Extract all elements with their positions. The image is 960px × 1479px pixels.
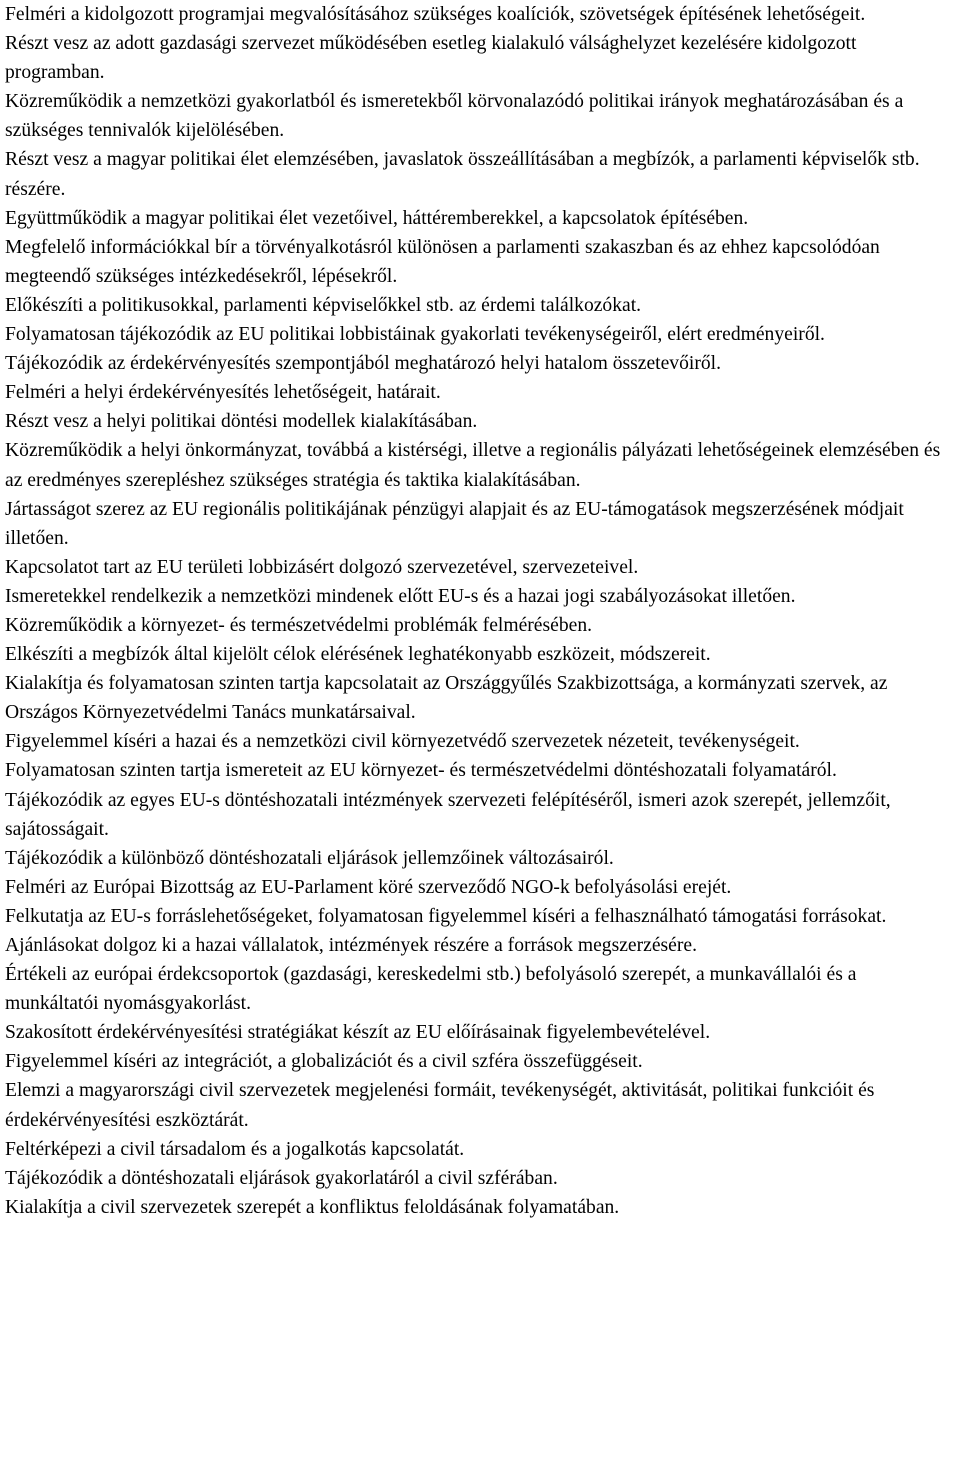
paragraph: Tájékozódik a különböző döntéshozatali eljárások jellemzőinek változásairól.	[5, 847, 614, 869]
paragraph: Előkészíti a politikusokkal, parlamenti képviselőkkel stb. az érdemi találkozókat.	[5, 294, 642, 316]
paragraph: Kapcsolatot tart az EU területi lobbizásért dolgozó szervezetével, szervezeteivel.	[5, 556, 639, 578]
paragraph: Értékeli az európai érdekcsoportok (gazdasági, kereskedelmi stb.) befolyásoló szerepét, a munkavállalói és a munkáltatói nyomásgyakorlást.	[5, 964, 857, 1015]
paragraph: Részt vesz az adott gazdasági szervezet működésében esetleg kialakuló válsághelyzet kezelésére kidolgozott programban.	[5, 33, 857, 84]
paragraph: Felméri a helyi érdekérvényesítés lehetőségeit, határait.	[5, 382, 441, 404]
paragraph: Figyelemmel kíséri a hazai és a nemzetközi civil környezetvédő szervezetek nézeteit, tevékenységeit.	[5, 731, 800, 753]
paragraph: Ismeretekkel rendelkezik a nemzetközi mindenek előtt EU-s és a hazai jogi szabályozásokat illetően.	[5, 585, 796, 607]
paragraph: Elemzi a magyarországi civil szervezetek megjelenési formáit, tevékenységét, aktivitását, politikai funkcióit és érdekérvényesítési eszköztárát.	[5, 1080, 875, 1131]
paragraph: Felkutatja az EU-s forráslehetőségeket, folyamatosan figyelemmel kíséri a felhasználható támogatási forrásokat.	[5, 905, 887, 927]
paragraph: Kialakítja a civil szervezetek szerepét a konfliktus feloldásának folyamatában.	[5, 1196, 620, 1218]
paragraph: Tájékozódik az érdekérvényesítés szempontjából meghatározó helyi hatalom összetevőiről.	[5, 353, 721, 375]
paragraph: Közreműködik a nemzetközi gyakorlatból és ismeretekből körvonalazódó politikai irányok meghatározásában és a szükséges tennivalók kijelölésében.	[5, 91, 904, 142]
paragraph: Jártasságot szerez az EU regionális politikájának pénzügyi alapjait és az EU-támogatások megszerzésének módjait illetően.	[5, 498, 904, 549]
paragraph: Ajánlásokat dolgoz ki a hazai vállalatok, intézmények részére a források megszerzésére.	[5, 935, 697, 956]
paragraph: Felméri az Európai Bizottság az EU-Parlament köré szerveződő NGO-k befolyásolási erejét.	[5, 876, 732, 898]
paragraph: Folyamatosan szinten tartja ismereteit az EU környezet- és természetvédelmi döntéshozatali folyamatáról.	[5, 760, 837, 782]
paragraph: Részt vesz a helyi politikai döntési modellek kialakításában.	[5, 411, 478, 433]
paragraph: Részt vesz a magyar politikai élet elemzésében, javaslatok összeállításában a megbízók, a parlamenti képviselők stb. részére.	[5, 149, 920, 200]
paragraph: Felméri a kidolgozott programjai megvalósításához szükséges koalíciók, szövetségek építésének lehetőségeit.	[5, 4, 866, 25]
paragraph: Figyelemmel kíséri az integrációt, a globalizációt és a civil szféra összefüggéseit.	[5, 1051, 643, 1073]
paragraph-list	[5, 0, 954, 1222]
paragraph: Elkészíti a megbízók által kijelölt célok elérésének leghatékonyabb eszközeit, módszereit.	[5, 644, 711, 666]
paragraph: Folyamatosan tájékozódik az EU politikai lobbistáinak gyakorlati tevékenységeiről, elért eredményeiről.	[5, 324, 825, 346]
paragraph: Közreműködik a helyi önkormányzat, továbbá a kistérségi, illetve a regionális pályázati lehetőségeinek elemzésében és az eredményes szerepléshez szükséges stratégia és taktika kialakításában.	[5, 440, 941, 491]
paragraph: Megfelelő információkkal bír a törvényalkotásról különösen a parlamenti szakaszban és az ehhez kapcsolódóan megteendő szükséges intézkedésekről, lépésekről.	[5, 236, 880, 287]
paragraph: Tájékozódik a döntéshozatali eljárások gyakorlatáról a civil szférában.	[5, 1167, 558, 1189]
paragraph: Tájékozódik az egyes EU-s döntéshozatali intézmények szervezeti felépítéséről, ismeri azok szerepét, jellemzőit, sajátosságait.	[5, 789, 891, 840]
paragraph: Együttműködik a magyar politikai élet vezetőivel, háttéremberekkel, a kapcsolatok építésében.	[5, 207, 749, 229]
paragraph: Kialakítja és folyamatosan szinten tartja kapcsolatait az Országgyűlés Szakbizottsága, a kormányzati szervek, az Országos Környezetvédelmi Tanács munkatársaival.	[5, 673, 888, 724]
paragraph: Feltérképezi a civil társadalom és a jogalkotás kapcsolatát.	[5, 1138, 465, 1160]
paragraph: Szakosított érdekérvényesítési stratégiákat készít az EU előírásainak figyelembevételével.	[5, 1022, 711, 1044]
paragraph: Közreműködik a környezet- és természetvédelmi problémák felmérésében.	[5, 614, 593, 636]
